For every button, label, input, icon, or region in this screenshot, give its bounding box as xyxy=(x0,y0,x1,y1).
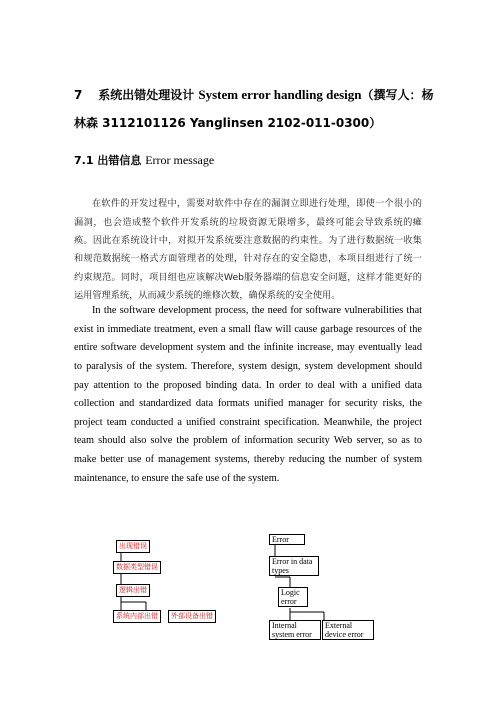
en-error-box: Error xyxy=(269,534,305,545)
chapter-title-en: System error handling design xyxy=(198,87,362,102)
paragraph-english: In the software development process, the need for software vulnerabilities that exist in immediate treatment, even a small flaw will cause garbage resources of the entire software development system and the infinite increase, may eventually lead to paralysis of the system. Therefore, system design, system development should pay attention to the proposed binding data. In order to deal with a unified data collection and standardized data formats unified manager for security risks, the project team conducted a unified constraint specification. Meanwhile, the project team should also solve the problem of information security Web server, so as to make better use of management systems, thereby reducing the number of system maintenance, to ensure the safe use of the system. xyxy=(74,305,422,484)
en-internal-error-box: Internal system error xyxy=(269,620,321,640)
en-logic-error-box: Logic error xyxy=(278,587,308,607)
chapter-number: 7 xyxy=(74,88,83,102)
cn-error-box: 出现错误 xyxy=(116,540,150,553)
section-number: 7.1 xyxy=(74,154,94,167)
chapter-title-cn: 系统出错处理设计 xyxy=(98,88,195,102)
cn-external-error-box: 外部设备出错 xyxy=(168,610,216,623)
en-data-type-error-box: Error in data types xyxy=(269,556,319,576)
paragraph-chinese: 在软件的开发过程中，需要对软件中存在的漏洞立即进行处理，即使一个很小的漏洞，也会造成整个软件开发系统的垃圾资源无限增多，最终可能会导致系统的瘫痪。因此在系统设计中，对拟开发系统要注意数据的约束性。为了进行数据统一收集和规范数据统一格式方面管理者的处理，针对存在的安全隐患，本项目组进行了统一约束规范。同时，项目组也应该解决Web服务器端的信息安全问题，这样才能更好的运用管理系统，从而减少系统的维修次数，确保系统的安全使用。 xyxy=(74,198,422,302)
cn-internal-error-box: 系统内部出错 xyxy=(113,610,161,623)
en-external-error-box: External device error xyxy=(322,620,374,640)
cn-data-type-error-box: 数据类型错误 xyxy=(113,561,161,574)
chapter-author-line: （撰写人：杨林森 3112101126 Yanglinsen 2102-011-0300） xyxy=(74,88,434,130)
section-title-en: Error message xyxy=(145,153,215,167)
cn-logic-error-box: 逻辑出错 xyxy=(116,584,150,597)
section-title-cn: 出错信息 xyxy=(97,154,142,167)
